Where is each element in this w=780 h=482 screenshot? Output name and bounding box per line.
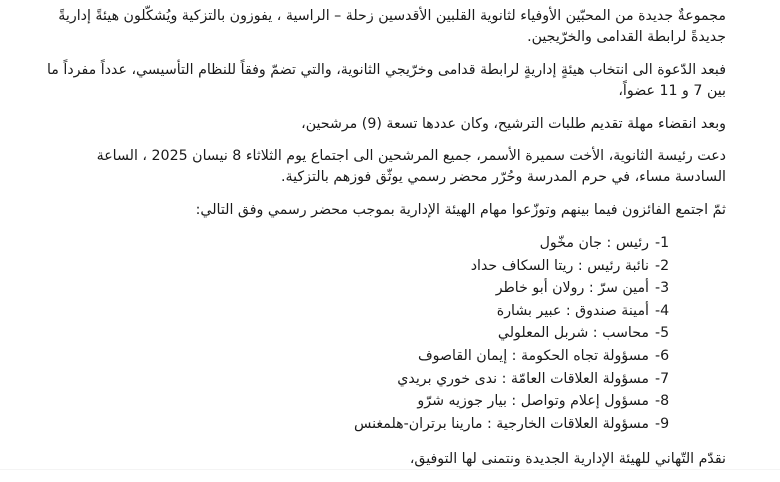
list-item [46, 369, 726, 392]
list-item-number: -4 [655, 302, 670, 319]
list-item [46, 346, 726, 369]
committee-members-list [46, 233, 726, 436]
list-item-number: -1 [655, 235, 670, 251]
list-item-text: مسؤولة العلاقات العامّة : ندى خوري بريدي [397, 370, 649, 387]
list-item-number: -5 [655, 325, 670, 342]
list-item-text: مسؤولة تجاه الحكومة : إيمان القاصوف [417, 347, 649, 364]
list-item [46, 414, 726, 437]
meeting-paragraph: دعت رئيسة الثانوية، الأخت سميرة الأسمر، جميع المرشحين الى اجتماع يوم الثلاثاء 8 نيسان 2025 ، الساعة السادسة مساء، في حرم المدرسة وحُرّر محضر رسمي يوثّق فوزهم بالتزكية. [96, 148, 726, 185]
list-item [46, 256, 726, 279]
list-item-text: مسؤول إعلام وتواصل : بيار جوزيه شرّو [417, 393, 649, 410]
closing-paragraph: نقدّم التّهاني للهيئة الإدارية الجديدة ونتمنى لها التوفيق، [409, 451, 726, 468]
election-call-paragraph: فبعد الدّعوة الى انتخاب هيئةٍ إداريةٍ لرابطة قدامى وخرّيجي الثانوية، والتي تضمّ وفقاً للنظام التأسيسي، عدداً مفرداً ما بين 7 و 11 عضواً، [46, 62, 726, 99]
list-item [46, 323, 726, 346]
list-item-text: نائبة رئيس : ريتا السكاف حداد [470, 257, 649, 274]
intro-paragraph: مجموعةٌ جديدة من المحبّين الأوفياء لثانوية القلبين الأقدسين زحلة – الراسية ، يفوزون بالتزكية ويُشكّلون هيئةً إداريةً جديدةً لرابطة القدامى والخرّيجين. [58, 8, 726, 45]
list-item-text: محاسب : شربل المعلولي [497, 325, 649, 342]
list-item [46, 233, 726, 256]
nomination-deadline-paragraph: وبعد انقضاء مهلة تقديم طلبات الترشيح، وكان عددها تسعة (9) مرشحين، [301, 116, 726, 132]
list-item [46, 278, 726, 301]
list-item-text: أمين سرّ : رولان أبو خاطر [495, 280, 649, 297]
list-item-number: -8 [655, 393, 670, 410]
list-item-number: -6 [655, 347, 670, 364]
list-item [46, 301, 726, 324]
list-item-number: -2 [655, 257, 670, 274]
list-item-number: -7 [655, 370, 670, 387]
document-body [46, 6, 726, 482]
list-item-text: رئيس : جان مخّول [539, 235, 649, 251]
list-item-text: أمينة صندوق : عبير بشارة [496, 302, 649, 319]
list-item-number: -3 [655, 280, 670, 297]
list-item [46, 391, 726, 414]
list-item-text: مسؤولة العلاقات الخارجية : مارينا برتران-هلمغنس [354, 415, 649, 432]
roles-intro-paragraph: ثمّ اجتمع الفائزون فيما بينهم وتوزّعوا مهام الهيئة الإدارية بموجب محضر رسمي وفق التالي: [195, 202, 726, 218]
list-item-number: -9 [655, 415, 670, 432]
